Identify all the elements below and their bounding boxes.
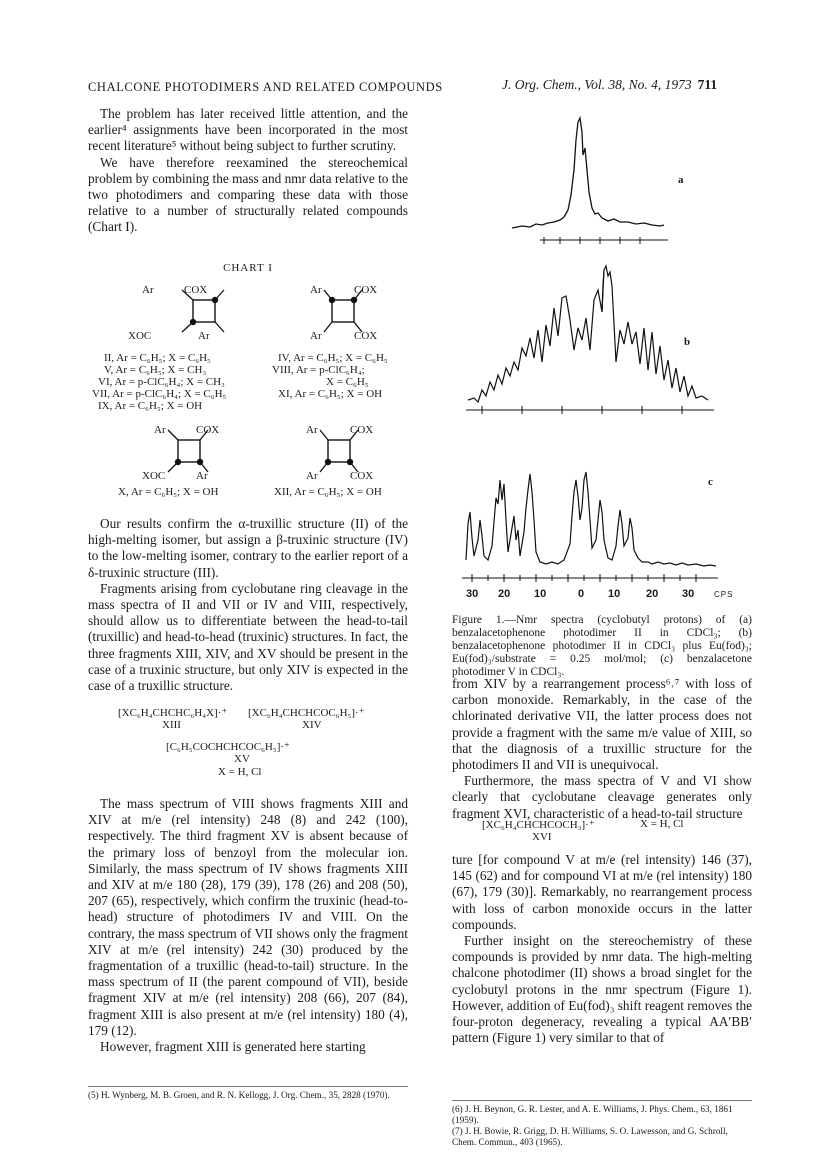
paragraph: Furthermore, the mass spectra of V and VI show clearly that cyclobutane cleavage generates only fragment XVI, characteristic of a head-to-tail structure xyxy=(452,773,752,821)
paragraph: Our results confirm the α-truxillic structure (II) of the high-melting isomer, but assign a β-truxinic structure (IV) to the low-melting isomer, contrary to the earlier report of a δ-truxinic structure (III). xyxy=(88,516,408,580)
panel-label-c: c xyxy=(708,476,713,488)
ar-label: Ar xyxy=(198,330,210,342)
formula-list-a xyxy=(88,352,278,412)
formula-line: XI, Ar = C₆H₅; X = OH xyxy=(278,388,383,400)
journal-citation xyxy=(502,77,717,93)
journal-name: J. Org. Chem., Vol. 38, No. 4, 1973 xyxy=(502,77,692,92)
formula-line: V, Ar = C₆H₅; X = CH₃ xyxy=(104,364,207,376)
fragment-label: XV xyxy=(234,753,250,765)
formula-line: XII, Ar = C₆H₅; X = OH xyxy=(274,486,382,498)
xoc-label: XOC xyxy=(142,470,166,482)
fragment-label: XVI xyxy=(532,831,552,843)
fragment-label: XIII xyxy=(162,719,181,731)
ar-label: Ar xyxy=(310,284,322,296)
formula-line: II, Ar = C₆H₅; X = C₆H₅ xyxy=(104,352,211,364)
right-column-body xyxy=(452,852,752,1046)
paragraph: Fragments arising from cyclobutane ring cleavage in the mass spectra of II and VII or IV and VIII, respectively, should allow us to differentiate between the head-to-tail (truxillic) and head-to-head (truxinic) structures. In fact, the three fragments XIII, XIV, and XV should be present in the case of a truxinic structure, but only XIV is expected in the case of a truxillic structure. xyxy=(88,580,408,694)
figure-caption: Figure 1.—Nmr spectra (cyclobutyl protons) of (a) benzalacetophenone photodimer II in CDCl₃; (b) benzalacetophenone photodimer II in CDCl₃ plus Eu(fod)₃; Eu(fod)₃/substrate = 0.25 mol/mol; (c) benzalacetone photodimer V in CDCl₃. xyxy=(452,614,752,678)
axis-tick-label: 10 xyxy=(608,588,621,600)
ar-label: Ar xyxy=(306,470,318,482)
paragraph: The mass spectrum of VIII shows fragments XIII and XIV at m/e (rel intensity) 248 (8) and 242 (100), respectively. The third fragment XV is absent because of the primary loss of benzoyl from the molecular ion. Similarly, the mass spectrum of IV shows fragments XIII and XIV at m/e 180 (28), 179 (39), 178 (26) and 208 (50), 207 (65), respectively, which confirm the truxinic (head-to-head) structure of photodimers IV and VIII. On the contrary, the mass spectrum of VII shows only the fragment XIV at m/e (rel intensity) 242 (30) produced by the fragmentation of a truxillic (head-to-tail) structure. In the mass spectrum of II (the parent compound of VII), beside fragment XIV at m/e (rel intensity) 208 (66), 207 (84), fragment XIII is also present at m/e (rel intensity) 180 (4), 179 (12). xyxy=(88,796,408,1038)
cox-label: COX xyxy=(350,470,374,482)
formula-list-b xyxy=(272,352,412,400)
fragment-label: XIV xyxy=(302,719,322,731)
xoc-label: XOC xyxy=(128,330,152,342)
formula-line: VI, Ar = p-ClC₆H₄; X = CH₃ xyxy=(98,376,225,388)
paragraph: Further insight on the stereochemistry of these compounds is provided by nmr data. The high-melting chalcone photodimer (II) shows a broad singlet for the cyclobutyl protons in the nmr spectrum (Figure 1). However, addition of Eu(fod)₃ shift reagent removes the four-proton degeneracy, revealing a typical AA′BB′ pattern (Figure 1) very similar to that of xyxy=(452,933,752,1046)
cox-label: COX xyxy=(184,284,208,296)
nmr-spectra-svg xyxy=(452,100,762,610)
panel-label-b: b xyxy=(684,336,691,348)
formula-line: IX, Ar = C₆H₅; X = OH xyxy=(98,400,203,412)
structure-truxinic xyxy=(310,284,420,344)
running-title: CHALCONE PHOTODIMERS AND RELATED COMPOUNDS xyxy=(88,80,443,94)
axis-tick-label: 20 xyxy=(646,588,659,600)
page-number: 711 xyxy=(697,77,718,92)
formula-line: X = C₆H₅ xyxy=(326,376,369,388)
formula-line: IV, Ar = C₆H₅; X = C₆H₅ xyxy=(278,352,388,364)
fragment-xv: [C₆H₅COCHCHCOC₆H₅]·⁺ xyxy=(166,741,290,753)
fragment-x-note: X = H, Cl xyxy=(640,818,684,830)
fragment-x-note: X = H, Cl xyxy=(218,766,262,778)
formula-line: VIII, Ar = p-ClC₆H₄; xyxy=(272,364,365,376)
axis-tick-label: 0 xyxy=(578,588,585,600)
left-column-body-2 xyxy=(88,796,408,1055)
spectrum-c-trace xyxy=(466,472,716,566)
cox-label: COX xyxy=(196,424,220,436)
paragraph: The problem has later received little attention, and the earlier⁴ assignments have been incorporated in the most recent literature⁵ without being subject to further scrutiny. xyxy=(88,106,408,154)
formula-line: VII, Ar = p-ClC₆H₄; X = C₆H₅ xyxy=(92,388,227,400)
axis-tick-label: 20 xyxy=(498,588,511,600)
axis-tick-label: 10 xyxy=(534,588,547,600)
cox-label: COX xyxy=(354,330,378,342)
right-column xyxy=(452,676,752,822)
axis-tick-label: 30 xyxy=(466,588,479,600)
ar-label: Ar xyxy=(142,284,154,296)
ar-label: Ar xyxy=(306,424,318,436)
ar-label: Ar xyxy=(310,330,322,342)
paragraph: However, fragment XIII is generated here starting xyxy=(100,1039,366,1055)
chart-title: CHART I xyxy=(223,262,273,274)
fragment-xiii: [XC₆H₄CHCHC₆H₄X]·⁺ xyxy=(118,707,228,719)
paragraph: We have therefore reexamined the stereochemical problem by combining the mass and nmr data relative to the two photodimers and comparing these data with those relative to a number of structurally related compounds (Chart I). xyxy=(88,154,408,235)
ar-label: Ar xyxy=(154,424,166,436)
spectrum-a-trace xyxy=(512,118,664,228)
formula-line: X, Ar = C₆H₅; X = OH xyxy=(118,486,219,498)
paragraph: ture [for compound V at m/e (rel intensity) 146 (37), 145 (62) and for compound VI at m/e (rel intensity) 180 (67), 179 (30)]. Remarkably, no rearrangement process with loss of carbon monoxide occurs in the latter compounds. xyxy=(452,852,752,932)
left-column xyxy=(88,106,408,236)
structure-x xyxy=(138,424,248,484)
nmr-figure xyxy=(452,100,762,610)
axis-tick-label: 30 xyxy=(682,588,695,600)
cox-label: COX xyxy=(354,284,378,296)
spectrum-b-trace xyxy=(468,266,708,402)
footnotes xyxy=(452,1100,752,1148)
footnote: (7) J. H. Bowie, R. Grigg, D. H. Williams, S. O. Lawesson, and G. Schroll, Chem. Commun., 403 (1965). xyxy=(452,1126,728,1147)
structure-truxillic xyxy=(128,284,248,344)
left-column-body xyxy=(88,516,408,694)
footnote: (5) H. Wynberg, M. B. Groen, and R. N. Kellogg, J. Org. Chem., 35, 2828 (1970). xyxy=(88,1086,408,1101)
fragment-xvi: [XC₆H₄CHCHCOCH₃]·⁺ xyxy=(482,819,595,831)
structure-xii xyxy=(306,424,416,484)
axis-unit: CPS xyxy=(714,590,734,599)
footnote: (6) J. H. Beynon, G. R. Lester, and A. E. Williams, J. Phys. Chem., 63, 1861 (1959). xyxy=(452,1104,733,1125)
paragraph: from XIV by a rearrangement process⁶˒⁷ with loss of carbon monoxide. Remarkably, in the case of the chlorinated derivative VII, the latter process does not provide a fragment with the same m/e value of XIII, so that the diagnosis of a truxillic structure for the photodimers II and VII is unequivocal. xyxy=(452,676,752,773)
fragment-xiv: [XC₆H₄CHCHCOC₆H₅]·⁺ xyxy=(248,707,365,719)
ar-label: Ar xyxy=(196,470,208,482)
cox-label: COX xyxy=(350,424,374,436)
spectrum-b-peak xyxy=(602,270,604,312)
panel-label-a: a xyxy=(678,174,684,186)
